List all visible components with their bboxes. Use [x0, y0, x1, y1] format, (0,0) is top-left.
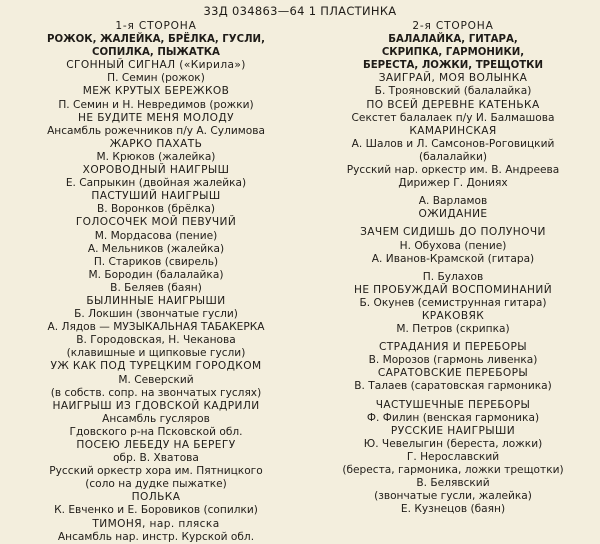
- performer-line: А. Шалов и Л. Самсонов-Роговицкий: [351, 137, 555, 150]
- performer-line: Ансамбль рожечников п/у А. Сулимова: [47, 124, 265, 137]
- performer-line: М. Северский: [118, 373, 194, 386]
- performer-line: Секстет балалаек п/у И. Балмашова: [351, 111, 555, 124]
- performer-line: (звончатые гусли, жалейка): [374, 490, 532, 503]
- performer-line: Русский оркестр хора им. Пятницкого: [49, 465, 263, 478]
- side-2-column: [318, 20, 588, 516]
- performer-line: Б. Локшин (звончатые гусли): [74, 308, 238, 321]
- track-title: РУССКИЕ НАИГРЫШИ: [390, 424, 516, 437]
- performer-line: Ю. Чевелыгин (береста, ложки): [363, 437, 543, 450]
- performer-line: П. Стариков (свирель): [93, 255, 219, 268]
- track-title: МЕЖ КРУТЫХ БЕРЕЖКОВ: [82, 85, 230, 98]
- track-title: ПАСТУШИЙ НАИГРЫШ: [91, 190, 221, 203]
- track-title: НАИГРЫШ ИЗ ГДОВСКОЙ КАДРИЛИ: [52, 399, 260, 412]
- performer-line: (в собств. сопр. на звончатых гуслях): [50, 386, 262, 399]
- track-title: ОЖИДАНИЕ: [418, 208, 488, 221]
- performer-line: Б. Окунев (семиструнная гитара): [359, 296, 547, 309]
- side-2-instruments-heading: БЕРЕСТА, ЛОЖКИ, ТРЕЩОТКИ: [362, 60, 544, 72]
- performer-line: В. Городовская, Н. Чеканова: [76, 334, 236, 347]
- track-title: НЕ БУДИТЕ МЕНЯ МОЛОДУ: [78, 111, 234, 124]
- performer-line: М. Мордасова (пение): [94, 229, 218, 242]
- track-title: САРАТОВСКИЕ ПЕРЕБОРЫ: [377, 367, 529, 380]
- track-title: СГОННЫЙ СИГНАЛ («Кирила»): [66, 59, 246, 72]
- side-1-instruments-heading: СОПИЛКА, ПЫЖАТКА: [92, 47, 220, 59]
- side-1-column: [12, 20, 300, 544]
- track-title: УЖ КАК ПОД ТУРЕЦКИМ ГОРОДКОМ: [50, 360, 262, 373]
- performer-line: В. Воронков (брёлка): [96, 203, 216, 216]
- performer-line: Дирижер Г. Дониях: [398, 177, 508, 190]
- performer-line: Гдовского р-на Псковской обл.: [69, 425, 243, 438]
- track-title: ХОРОВОДНЫЙ НАИГРЫШ: [82, 164, 230, 177]
- performer-line: А. Лядов — МУЗЫКАЛЬНАЯ ТАБАКЕРКА: [47, 321, 265, 334]
- track-title: ПОСЕЮ ЛЕБЕДУ НА БЕРЕГУ: [76, 439, 236, 451]
- track-title: ПОЛЬКА: [131, 491, 181, 504]
- performer-line: П. Семин и Н. Невредимов (рожки): [58, 98, 254, 111]
- performer-line: (береста, гармоника, ложки трещотки): [342, 464, 564, 476]
- side-2-title: 2-я СТОРОНА: [412, 20, 494, 32]
- performer-line: М. Петров (скрипка): [396, 323, 510, 336]
- track-title: ЗАИГРАЙ, МОЯ ВОЛЫНКА: [378, 72, 528, 85]
- performer-line: В. Беляев (баян): [110, 281, 202, 294]
- performer-line: Русский нар. оркестр им. В. Андреева: [346, 164, 560, 177]
- track-title: ЖАРКО ПАХАТЬ: [109, 137, 203, 150]
- performer-line: Б. Трояновский (балалайка): [374, 85, 532, 98]
- performer-line: В. Белявский: [416, 477, 490, 490]
- performer-line: (соло на дудке пыжатке): [85, 478, 227, 491]
- performer-line: Ансамбль нар. инстр. Курской обл.: [57, 530, 255, 543]
- track-title: СТРАДАНИЯ И ПЕРЕБОРЫ: [378, 341, 528, 354]
- performer-line: П. Семин (рожок): [107, 72, 205, 85]
- performer-line: П. Булахов: [422, 270, 484, 283]
- performer-line: (клавишные и щипковые гусли): [66, 347, 246, 360]
- performer-line: Е. Кузнецов (баян): [400, 503, 506, 516]
- performer-line: К. Евченко и Е. Боровиков (сопилки): [54, 504, 258, 517]
- performer-line: А. Иванов-Крамской (гитара): [371, 252, 535, 265]
- performer-line: (балалайки): [419, 150, 487, 163]
- performer-line: Ф. Филин (венская гармоника): [366, 411, 540, 424]
- track-title: КРАКОВЯК: [421, 309, 485, 322]
- performer-line: Г. Нерославский: [406, 450, 500, 463]
- track-title: КАМАРИНСКАЯ: [409, 124, 497, 137]
- track-title: ЧАСТУШЕЧНЫЕ ПЕРЕБОРЫ: [375, 398, 531, 411]
- track-title: ГОЛОСОЧЕК МОЙ ПЕВУЧИЙ: [75, 216, 237, 229]
- performer-line: Ансамбль гусляров: [102, 412, 210, 425]
- performer-line: А. Варламов: [418, 195, 488, 208]
- performer-line: А. Мельников (жалейка): [87, 242, 225, 255]
- side-1-instruments-heading: РОЖОК, ЖАЛЕЙКА, БРЁЛКА, ГУСЛИ,: [47, 34, 265, 46]
- performer-line: В. Морозов (гармонь ливенка): [368, 354, 538, 367]
- record-header: 33Д 034863—64 1 ПЛАСТИНКА: [203, 4, 397, 18]
- performer-line: М. Бородин (балалайка): [88, 268, 224, 281]
- track-title: ЗАЧЕМ СИДИШЬ ДО ПОЛУНОЧИ: [360, 226, 546, 239]
- track-title: ТИМОНЯ, нар. пляска: [92, 517, 220, 530]
- performer-line: В. Талаев (саратовская гармоника): [354, 380, 552, 393]
- side-2-instruments-heading: БАЛАЛАЙКА, ГИТАРА,: [388, 34, 518, 46]
- side-2-instruments-heading: СКРИПКА, ГАРМОНИКИ,: [381, 47, 525, 59]
- performer-line: М. Крюков (жалейка): [96, 150, 216, 163]
- track-title: БЫЛИННЫЕ НАИГРЫШИ: [86, 294, 226, 307]
- track-title: НЕ ПРОБУЖДАЙ ВОСПОМИНАНИЙ: [353, 283, 553, 296]
- performer-line: Е. Сапрыкин (двойная жалейка): [65, 177, 247, 190]
- performer-line: обр. В. Хватова: [113, 452, 199, 465]
- performer-line: Н. Обухова (пение): [399, 239, 507, 252]
- track-title: ПО ВСЕЙ ДЕРЕВНЕ КАТЕНЬКА: [366, 98, 540, 111]
- side-1-title: 1-я СТОРОНА: [115, 20, 197, 32]
